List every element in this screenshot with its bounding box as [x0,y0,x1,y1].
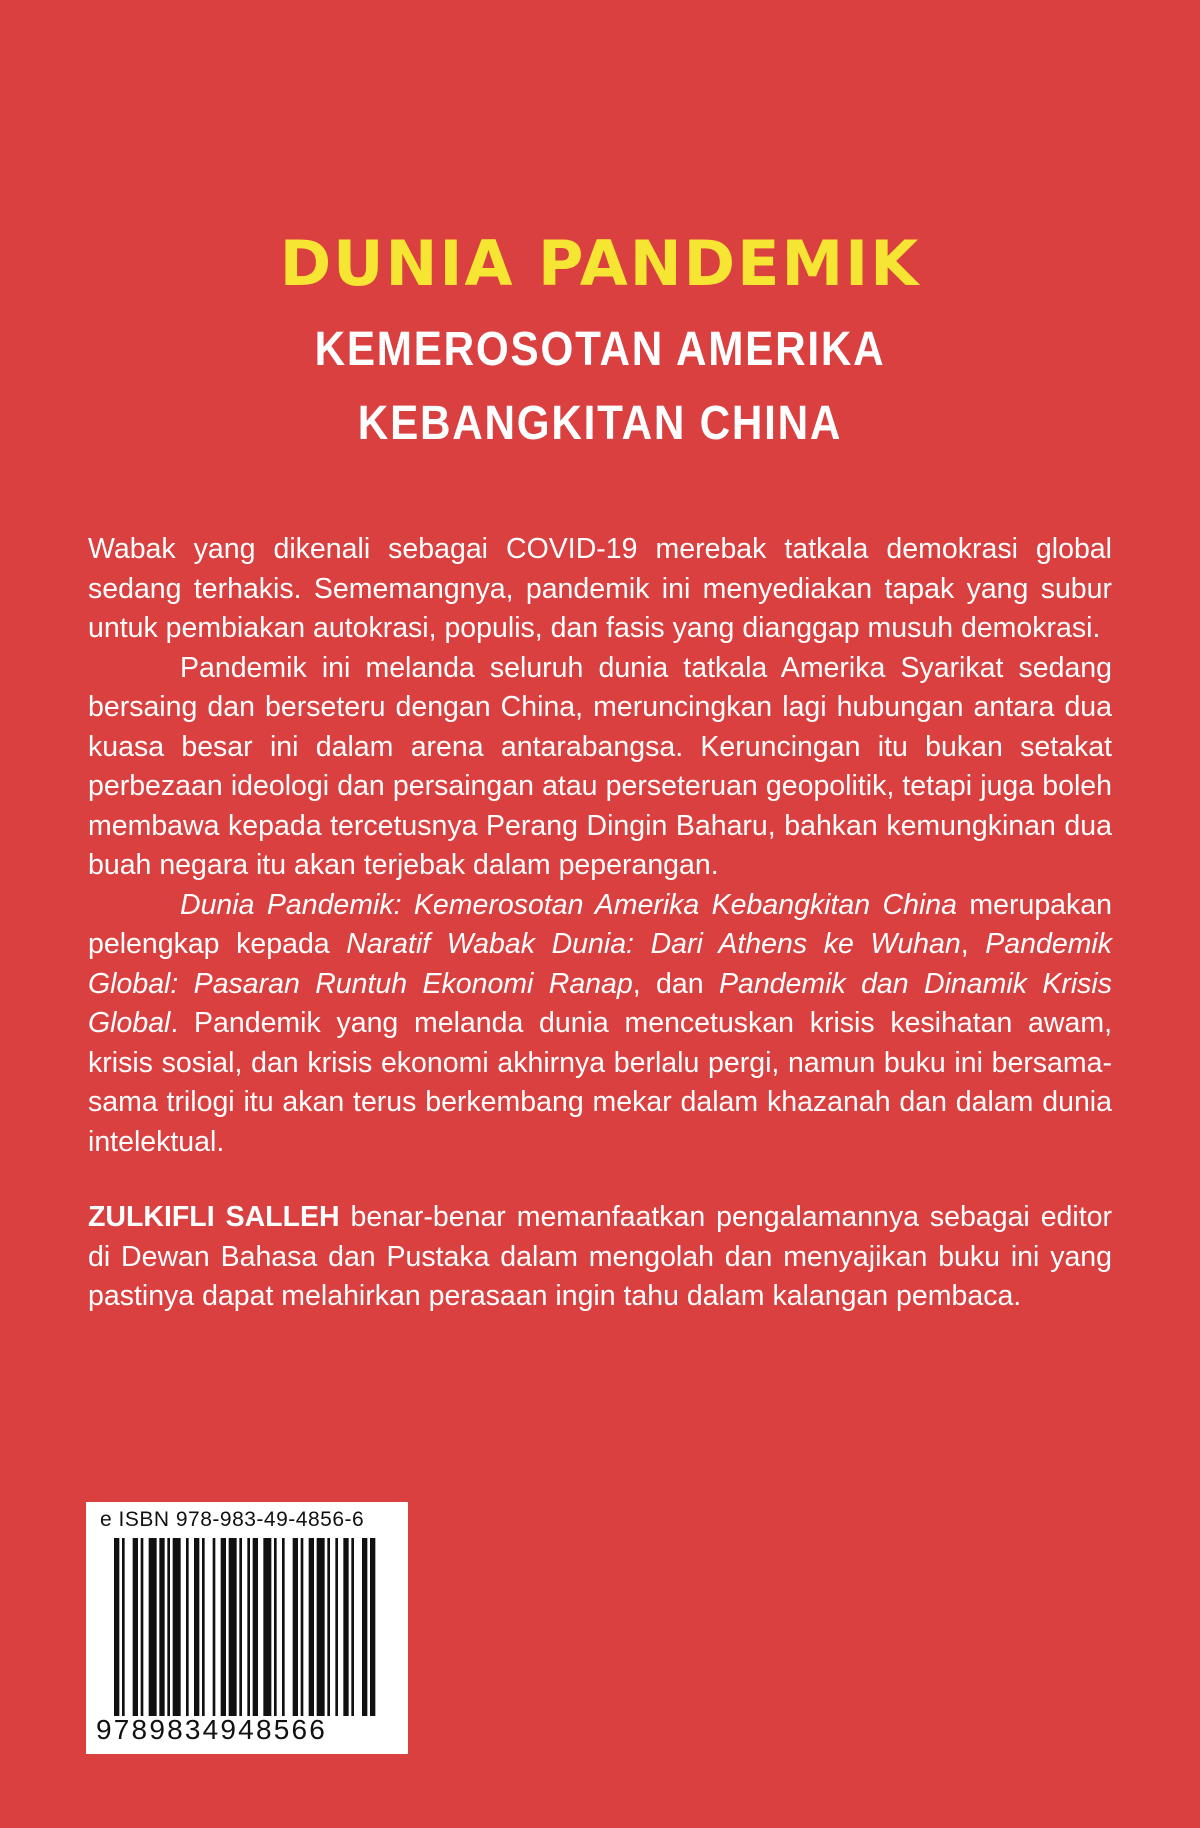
barcode-bar [239,1538,242,1716]
book-reference-title: Pandemik dan Dinamik Krisis Global [88,967,1112,1039]
barcode-bar [293,1538,298,1716]
barcode-bar [362,1538,367,1716]
blurb-text: merupakan pelengkap kepada [88,888,1112,960]
blurb-paragraph-2: Pandemik ini melanda seluruh dunia tatkala Amerika Syarikat sedang bersaing dan berseteru dengan China, meruncingkan lagi hubungan antara dua kuasa besar ini dalam arena antarabangsa. Keruncingan itu bukan setakat perbezaan ideologi dan persaingan atau perseteruan geopolitik, tetapi juga boleh membawa kepada tercetusnya Perang Dingin Baharu, bahkan kemungkinan dua buah negara itu akan terjebak dalam peperangan. [88,651,1112,881]
barcode-bar [173,1538,181,1716]
barcode-bar [133,1538,138,1716]
barcode-bar [370,1538,375,1716]
barcode-bar [253,1538,258,1716]
blurb-paragraph-3 [88,886,1112,1163]
book-reference-title: Dunia Pandemik: Kemerosotan Amerika Kebangkitan China [180,888,957,921]
barcode-bar [309,1538,314,1716]
author-bio-text: benar-benar memanfaatkan pengalamannya sebagai editor di Dewan Bahasa dan Pustaka dalam mengolah dan menyajikan buku ini yang pastinya dapat melahirkan perasaan ingin tahu dalam kalangan pembaca. [88,1201,1112,1312]
barcode-bar [221,1538,226,1716]
barcode-bar [167,1538,170,1716]
book-reference-title: Pandemik Global: Pasaran Runtuh Ekonomi Ranap [88,928,1112,1000]
barcode-bar [194,1538,199,1716]
isbn-label: e ISBN 978-983-49-4856-6 [100,1508,365,1531]
author-name: ZULKIFLI SALLEH [88,1201,340,1233]
book-subtitle-line-1: KEMEROSOTAN AMERIKA [314,323,886,376]
barcode-bar [186,1538,189,1716]
barcode-bar [317,1538,325,1716]
barcode-bar [159,1538,164,1716]
barcode-bar [263,1538,271,1716]
barcode-bar [122,1538,125,1716]
barcode-bar [301,1538,304,1716]
barcode-bar [274,1538,277,1716]
isbn-barcode [86,1502,408,1754]
barcode-bar [229,1538,237,1716]
barcode-bar [141,1538,144,1716]
book-subtitle-line-2: KEBANGKITAN CHINA [357,397,843,450]
barcode-digits: 9789834948566 [96,1714,328,1745]
barcode-bar [202,1538,205,1716]
blurb-paragraph-1: Wabak yang dikenali sebagai COVID-19 merebak tatkala demokrasi global sedang terhakis. Sememangnya, pandemik ini menyediakan tapak yang subur untuk pembiakan autokrasi, populis, dan fasis yang dianggap musuh demokrasi. [88,533,1112,644]
barcode-bar [247,1538,250,1716]
author-bio [88,1198,1112,1317]
barcode-bar [351,1538,354,1716]
blurb-text: , dan [632,967,719,1000]
barcode-bar [335,1538,338,1716]
barcode-bar [327,1538,330,1716]
barcode-bar [149,1538,157,1716]
book-reference-title: Naratif Wabak Dunia: Dari Athens ke Wuhan [346,928,961,960]
barcode-bar [213,1538,216,1716]
barcode-bar [282,1538,285,1716]
barcode-bar [114,1538,119,1716]
barcode-bar [343,1538,348,1716]
blurb [88,530,1112,1162]
blurb-text: , [960,928,986,960]
barcode-bars [114,1538,378,1716]
blurb-text: . Pandemik yang melanda dunia mencetuskan krisis kesihatan awam, krisis sosial, dan krisis ekonomi akhirnya berlalu pergi, namun buku ini bersama-sama trilogi itu akan terus berkembang mekar dalam khazanah dan dalam dunia intelektual. [88,1007,1112,1158]
book-title: DUNIA PANDEMIK [279,227,921,300]
